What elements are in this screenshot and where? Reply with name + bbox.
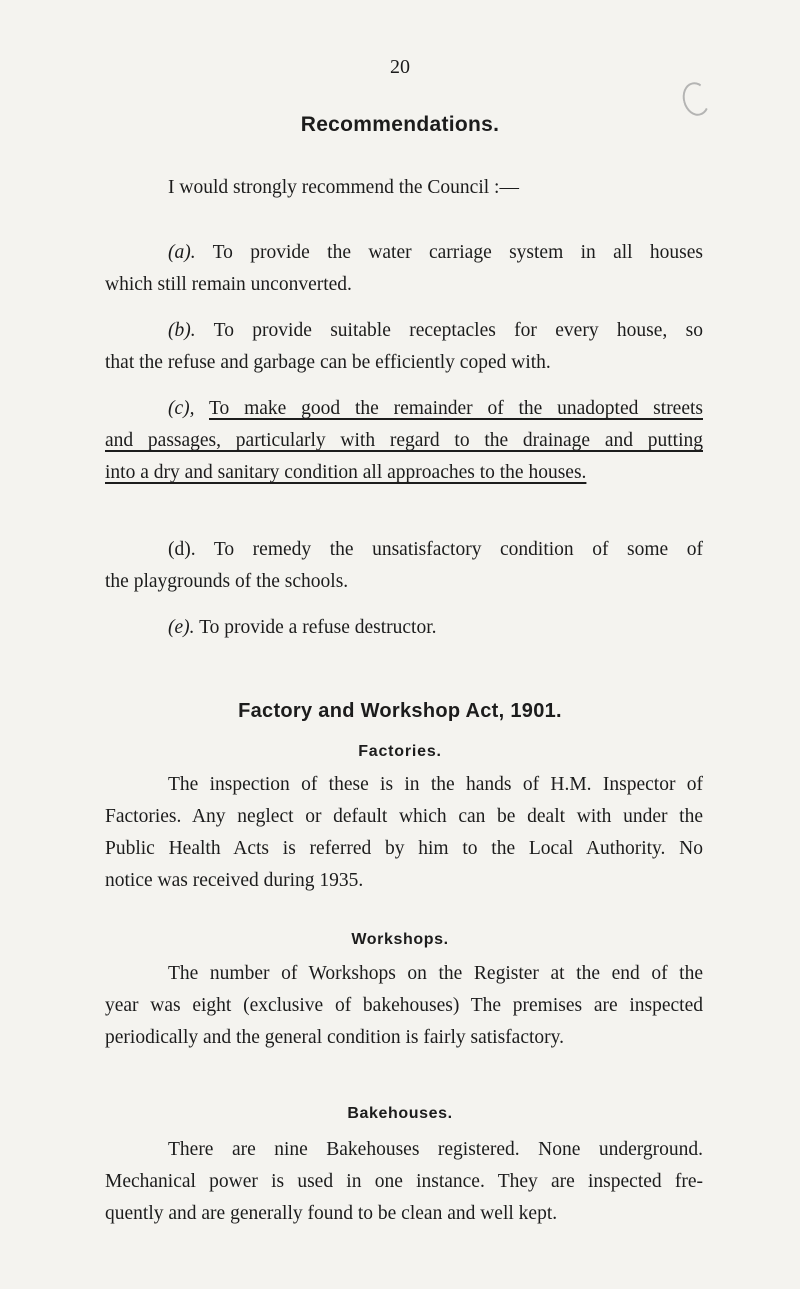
bakehouses-line-1: There are nine Bakehouses registered. None underground. bbox=[168, 1139, 703, 1160]
factories-line-4: notice was received during 1935. bbox=[105, 870, 364, 891]
workshops-paragraph bbox=[105, 958, 703, 1054]
workshops-heading: Workshops. bbox=[351, 931, 449, 948]
recommendation-a bbox=[105, 237, 703, 301]
bakehouses-heading: Bakehouses. bbox=[347, 1105, 453, 1122]
bakehouses-paragraph bbox=[105, 1134, 703, 1230]
page-number: 20 bbox=[390, 56, 410, 78]
factories-line-2: Factories. Any neglect or default which can be dealt with under the bbox=[105, 806, 703, 827]
recommendation-e bbox=[105, 612, 703, 644]
recommendation-c-text-3: into a dry and sanitary condition all approaches to the houses. bbox=[105, 462, 587, 483]
intro-text: I would strongly recommend the Council :— bbox=[168, 177, 519, 198]
bakehouses-line-3: quently and are generally found to be clean and well kept. bbox=[105, 1203, 558, 1224]
recommendation-c-line-1 bbox=[105, 393, 703, 425]
recommendation-d-text-1: To remedy the unsatisfactory condition of some of bbox=[213, 539, 703, 560]
recommendation-e-line-1 bbox=[105, 612, 703, 644]
recommendations-intro bbox=[105, 172, 703, 204]
recommendation-a-text-1: To provide the water carriage system in all houses bbox=[212, 242, 703, 263]
recommendation-c-line-2 bbox=[105, 425, 703, 457]
recommendation-a-line-1 bbox=[105, 237, 703, 269]
recommendation-c-line-3 bbox=[105, 457, 703, 489]
recommendation-a-line-2: which still remain unconverted. bbox=[105, 274, 352, 295]
recommendation-d bbox=[105, 534, 703, 598]
recommendation-b-line-2: that the refuse and garbage can be efficiently coped with. bbox=[105, 352, 551, 373]
factories-heading: Factories. bbox=[358, 743, 442, 760]
recommendation-b bbox=[105, 315, 703, 379]
recommendation-b-label: (b). bbox=[168, 320, 196, 341]
factories-line-3: Public Health Acts is referred by him to the Local Authority. No bbox=[105, 838, 703, 859]
recommendations-heading: Recommendations. bbox=[300, 113, 500, 136]
factory-act-heading: Factory and Workshop Act, 1901. bbox=[238, 700, 562, 722]
recommendation-a-label: (a). bbox=[168, 242, 196, 263]
recommendation-d-line-2: the playgrounds of the schools. bbox=[105, 571, 349, 592]
recommendation-e-label: (e). bbox=[168, 617, 195, 638]
recommendation-c-text-2: and passages, particularly with regard to the drainage and putting bbox=[105, 430, 703, 451]
recommendation-d-label: (d). bbox=[168, 539, 196, 560]
recommendation-b-line-1 bbox=[105, 315, 703, 347]
recommendation-c-label: (c), bbox=[168, 398, 195, 419]
recommendation-e-text-1: To provide a refuse destructor. bbox=[199, 617, 437, 638]
recommendation-b-text-1: To provide suitable receptacles for every house, so bbox=[213, 320, 703, 341]
recommendation-c bbox=[105, 393, 703, 489]
bakehouses-line-2: Mechanical power is used in one instance. They are inspected fre- bbox=[105, 1171, 703, 1192]
workshops-line-3: periodically and the general condition is fairly satisfactory. bbox=[105, 1027, 564, 1048]
workshops-line-1: The number of Workshops on the Register at the end of the bbox=[168, 963, 703, 984]
factories-paragraph bbox=[105, 769, 703, 897]
recommendation-d-line-1 bbox=[105, 534, 703, 566]
workshops-line-2: year was eight (exclusive of bakehouses) The premises are inspected bbox=[105, 995, 703, 1016]
recommendation-c-text-1: To make good the remainder of the unadopted streets bbox=[209, 398, 703, 419]
factories-line-1: The inspection of these is in the hands of H.M. Inspector of bbox=[168, 774, 703, 795]
